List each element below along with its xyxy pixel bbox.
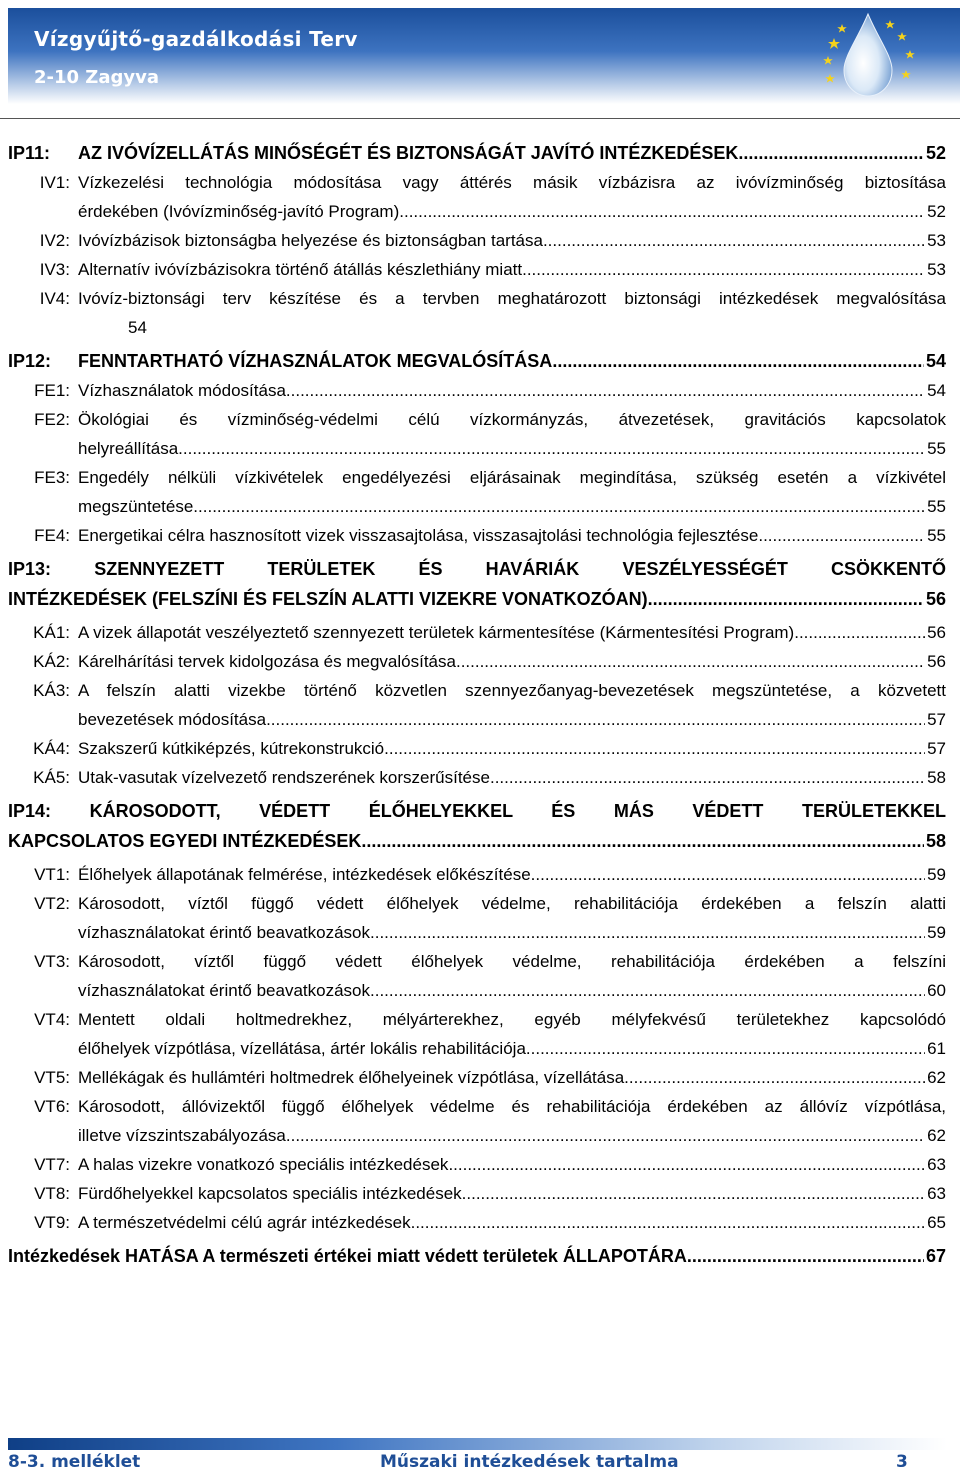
dot-leader — [266, 705, 925, 734]
dot-leader — [758, 521, 925, 550]
toc-page: 53 — [927, 231, 946, 250]
toc-entry-ka3[interactable] — [8, 676, 946, 734]
toc-code: KÁ5: — [33, 768, 70, 787]
toc-title: AZ IVÓVÍZELLÁTÁS MINŐSÉGÉT ÉS BIZTONSÁGÁT JAVÍTÓ INTÉZKEDÉSEK — [78, 143, 739, 163]
toc-title-line: vízhasználatokat érintő beavatkozások — [78, 981, 371, 1000]
toc-page: 55 — [927, 439, 946, 458]
toc-code: IP11: — [8, 143, 51, 163]
toc-code: VT4: — [34, 1010, 70, 1029]
dot-leader — [286, 376, 925, 405]
toc-title: Vízhasználatok módosítása — [78, 381, 286, 400]
dot-leader — [490, 763, 925, 792]
dot-leader — [286, 1121, 925, 1150]
toc-code: FE4: — [34, 526, 70, 545]
toc-title-line: vízhasználatokat érintő beavatkozások — [78, 923, 371, 942]
toc-title: Fürdőhelyekkel kapcsolatos speciális intézkedések — [78, 1184, 462, 1203]
dot-leader — [687, 1241, 924, 1271]
toc-page: 53 — [927, 260, 946, 279]
toc-entry-ip13[interactable] — [8, 554, 946, 614]
toc-code: FE1: — [34, 381, 70, 400]
table-of-contents — [8, 138, 946, 1271]
dot-leader — [456, 647, 925, 676]
toc-entry-vt7[interactable] — [8, 1150, 946, 1179]
toc-entry-ip12[interactable] — [8, 346, 946, 376]
toc-title: Energetikai célra hasznosított vizek visszasajtolása, visszasajtolási technológia fejlesztése — [78, 526, 759, 545]
toc-code: VT5: — [34, 1068, 70, 1087]
toc-title-line: Ivóvíz-biztonsági terv készítése és a tervben meghatározott biztonsági intézkedések megvalósítása — [78, 289, 946, 308]
toc-entry-ka2[interactable] — [8, 647, 946, 676]
footer-section-title: Műszaki intézkedések tartalma — [380, 1452, 679, 1472]
toc-page: 63 — [927, 1184, 946, 1203]
toc-title: Élőhelyek állapotának felmérése, intézkedések előkészítése — [78, 865, 531, 884]
dot-leader — [448, 1150, 925, 1179]
toc-title: A természetvédelmi célú agrár intézkedések — [78, 1213, 411, 1232]
toc-entry-ip11[interactable] — [8, 138, 946, 168]
toc-title: Alternatív ivóvízbázisokra történő átállás készlethiány miatt — [78, 260, 523, 279]
toc-title-line: bevezetések módosítása — [78, 710, 267, 729]
header-divider — [0, 118, 960, 119]
toc-title-line: KAPCSOLATOS EGYEDI INTÉZKEDÉSEK — [8, 831, 362, 851]
toc-title-line — [8, 554, 946, 584]
toc-page: 56 — [927, 623, 946, 642]
dot-leader — [522, 255, 925, 284]
dot-leader — [738, 138, 924, 168]
toc-entry-vt8[interactable] — [8, 1179, 946, 1208]
toc-page: 58 — [925, 831, 946, 851]
toc-title-line: INTÉZKEDÉSEK (FELSZÍNI ÉS FELSZÍN ALATTI VIZEKRE VONATKOZÓAN) — [8, 589, 648, 609]
dot-leader — [399, 197, 925, 226]
toc-code: VT6: — [34, 1097, 70, 1116]
toc-entry-vt4[interactable] — [8, 1005, 946, 1063]
toc-title-line — [8, 796, 946, 826]
footer-page-number: 3 — [896, 1452, 908, 1472]
toc-code: VT2: — [34, 894, 70, 913]
toc-title: A vizek állapotát veszélyeztető szennyezett területek kármentesítése (Kármentesítési Program) — [78, 623, 795, 642]
toc-title-line: Károsodott, állóvizektől függő élőhelyek védelme és rehabilitációja érdekében az állóvíz vízpótlása, — [78, 1097, 946, 1116]
toc-page: 62 — [927, 1068, 946, 1087]
toc-page: 65 — [927, 1213, 946, 1232]
toc-page: 52 — [927, 202, 946, 221]
toc-title-line: illetve vízszintszabályozása — [78, 1126, 286, 1145]
document-title: Vízgyűjtő-gazdálkodási Terv — [34, 27, 358, 51]
dot-leader — [624, 1063, 925, 1092]
toc-code: VT1: — [34, 865, 70, 884]
toc-title: A halas vizekre vonatkozó speciális intézkedések — [78, 1155, 449, 1174]
toc-title-line: megszüntetése — [78, 497, 194, 516]
toc-page: 58 — [927, 768, 946, 787]
toc-title: Utak-vasutak vízelvezető rendszerének korszerűsítése — [78, 768, 490, 787]
dot-leader — [794, 618, 925, 647]
page-header — [8, 8, 960, 104]
toc-entry-ka4[interactable] — [8, 734, 946, 763]
toc-page: 59 — [927, 865, 946, 884]
toc-code: KÁ3: — [33, 681, 70, 700]
toc-title-line: helyreállítása — [78, 439, 179, 458]
toc-title-line: érdekében (Ivóvízminőség-javító Program) — [78, 202, 400, 221]
toc-code: VT3: — [34, 952, 70, 971]
toc-code: IV3: — [39, 260, 70, 279]
dot-leader — [178, 434, 925, 463]
dot-leader — [543, 226, 925, 255]
dot-leader — [193, 492, 925, 521]
toc-page: 61 — [927, 1039, 946, 1058]
toc-title: Szakszerű kútkiképzés, kútrekonstrukció — [78, 739, 385, 758]
toc-entry-vt2[interactable] — [8, 889, 946, 947]
toc-page: 56 — [927, 652, 946, 671]
toc-title: Mellékágak és hullámtéri holtmedrek élőhelyeinek vízpótlása, vízellátása — [78, 1068, 625, 1087]
toc-page: 62 — [927, 1126, 946, 1145]
dot-leader — [370, 918, 925, 947]
toc-entry-vt6[interactable] — [8, 1092, 946, 1150]
toc-title: Kárelhárítási tervek kidolgozása és megvalósítása — [78, 652, 456, 671]
dot-leader — [648, 584, 924, 614]
toc-page: 55 — [927, 497, 946, 516]
toc-entry-iv1[interactable] — [8, 168, 946, 226]
toc-entry-ka1[interactable] — [8, 618, 946, 647]
toc-page: 54 — [925, 351, 946, 371]
dot-leader — [531, 860, 925, 889]
eu-stars-water-drop-icon — [806, 8, 934, 104]
toc-title: Ivóvízbázisok biztonságba helyezése és biztonságban tartása — [78, 231, 543, 250]
toc-title: Intézkedések HATÁSA A természeti értékei miatt védett területek ÁLLAPOTÁRA — [8, 1246, 687, 1266]
toc-code: FE3: — [34, 468, 70, 487]
dot-leader — [462, 1179, 925, 1208]
dot-leader — [411, 1208, 925, 1237]
toc-entry-fe1[interactable] — [8, 376, 946, 405]
toc-entry-fe4[interactable] — [8, 521, 946, 550]
toc-page: 52 — [925, 143, 946, 163]
toc-page: 57 — [927, 710, 946, 729]
footer-annex: 8-3. melléklet — [8, 1452, 141, 1472]
toc-code: VT7: — [34, 1155, 70, 1174]
toc-code: FE2: — [34, 410, 70, 429]
toc-title-line: Engedély nélküli vízkivételek engedélyezési eljárásainak megindítása, szükség esetén a vízkivétel — [78, 468, 946, 487]
document-subtitle: 2-10 Zagyva — [34, 67, 160, 88]
page-footer — [8, 1452, 918, 1474]
toc-code: VT9: — [34, 1213, 70, 1232]
toc-title-line: SZENNYEZETT TERÜLETEK ÉS HAVÁRIÁK VESZÉLYESSÉGÉT CSÖKKENTŐ — [94, 559, 946, 579]
dot-leader — [361, 826, 924, 856]
toc-page: 59 — [927, 923, 946, 942]
toc-code: VT8: — [34, 1184, 70, 1203]
dot-leader — [552, 346, 924, 376]
toc-code: IV2: — [39, 231, 70, 250]
footer-bar — [8, 1438, 947, 1450]
toc-title-line: Károsodott, víztől függő védett élőhelyek védelme, rehabilitációja érdekében a felszíni — [78, 952, 946, 971]
toc-entry-iv3[interactable] — [8, 255, 946, 284]
toc-title-line: Vízkezelési technológia módosítása vagy áttérés másik vízbázisra az ivóvízminőség biztosítása — [78, 173, 946, 192]
toc-entry-vt3[interactable] — [8, 947, 946, 1005]
toc-entry-fe3[interactable] — [8, 463, 946, 521]
toc-code: IP12: — [8, 351, 52, 371]
toc-entry-ip14[interactable] — [8, 796, 946, 856]
toc-page: 57 — [927, 739, 946, 758]
toc-code: IV4: — [39, 289, 70, 308]
toc-page: 55 — [927, 526, 946, 545]
toc-entry-ka5[interactable] — [8, 763, 946, 792]
toc-page: 54 — [128, 318, 147, 337]
toc-entry-iv2[interactable] — [8, 226, 946, 255]
toc-title-line: KÁROSODOTT, VÉDETT ÉLŐHELYEKKEL ÉS MÁS VÉDETT TERÜLETEKKEL — [89, 801, 946, 821]
toc-entry-vt1[interactable] — [8, 860, 946, 889]
toc-entry-vt9[interactable] — [8, 1208, 946, 1237]
toc-code: KÁ1: — [33, 623, 70, 642]
toc-title-line: élőhelyek vízpótlása, vízellátása, ártér lokális rehabilitációja — [78, 1039, 526, 1058]
toc-page: 56 — [925, 589, 946, 609]
toc-code: IP14: — [8, 801, 52, 821]
toc-title: FENNTARTHATÓ VÍZHASZNÁLATOK MEGVALÓSÍTÁSA — [78, 351, 553, 371]
dot-leader — [384, 734, 925, 763]
toc-code: KÁ4: — [33, 739, 70, 758]
toc-code: KÁ2: — [33, 652, 70, 671]
toc-entry-fe2[interactable] — [8, 405, 946, 463]
toc-page: 60 — [927, 981, 946, 1000]
toc-entry-vt5[interactable] — [8, 1063, 946, 1092]
toc-code: IV1: — [39, 173, 70, 192]
toc-entry-iv4[interactable] — [8, 284, 946, 342]
toc-title-line: A felszín alatti vizekbe történő közvetlen szennyezőanyag-bevezetések megszüntetése, a közvetett — [78, 681, 946, 700]
toc-page: 63 — [927, 1155, 946, 1174]
toc-page: 54 — [927, 381, 946, 400]
toc-code: IP13: — [8, 559, 52, 579]
toc-page: 67 — [925, 1246, 946, 1266]
dot-leader — [370, 976, 925, 1005]
toc-title-line: Károsodott, víztől függő védett élőhelyek védelme, rehabilitációja érdekében a felszín alatti — [78, 894, 946, 913]
dot-leader — [526, 1034, 925, 1063]
toc-title-line: Ökológiai és vízminőség-védelmi célú vízkormányzás, átvezetések, gravitációs kapcsolatok — [78, 410, 946, 429]
toc-entry-final[interactable] — [8, 1241, 946, 1271]
toc-title-line: Mentett oldali holtmedrekhez, mélyárterekhez, egyéb mélyfekvésű területekhez kapcsolódó — [78, 1010, 946, 1029]
